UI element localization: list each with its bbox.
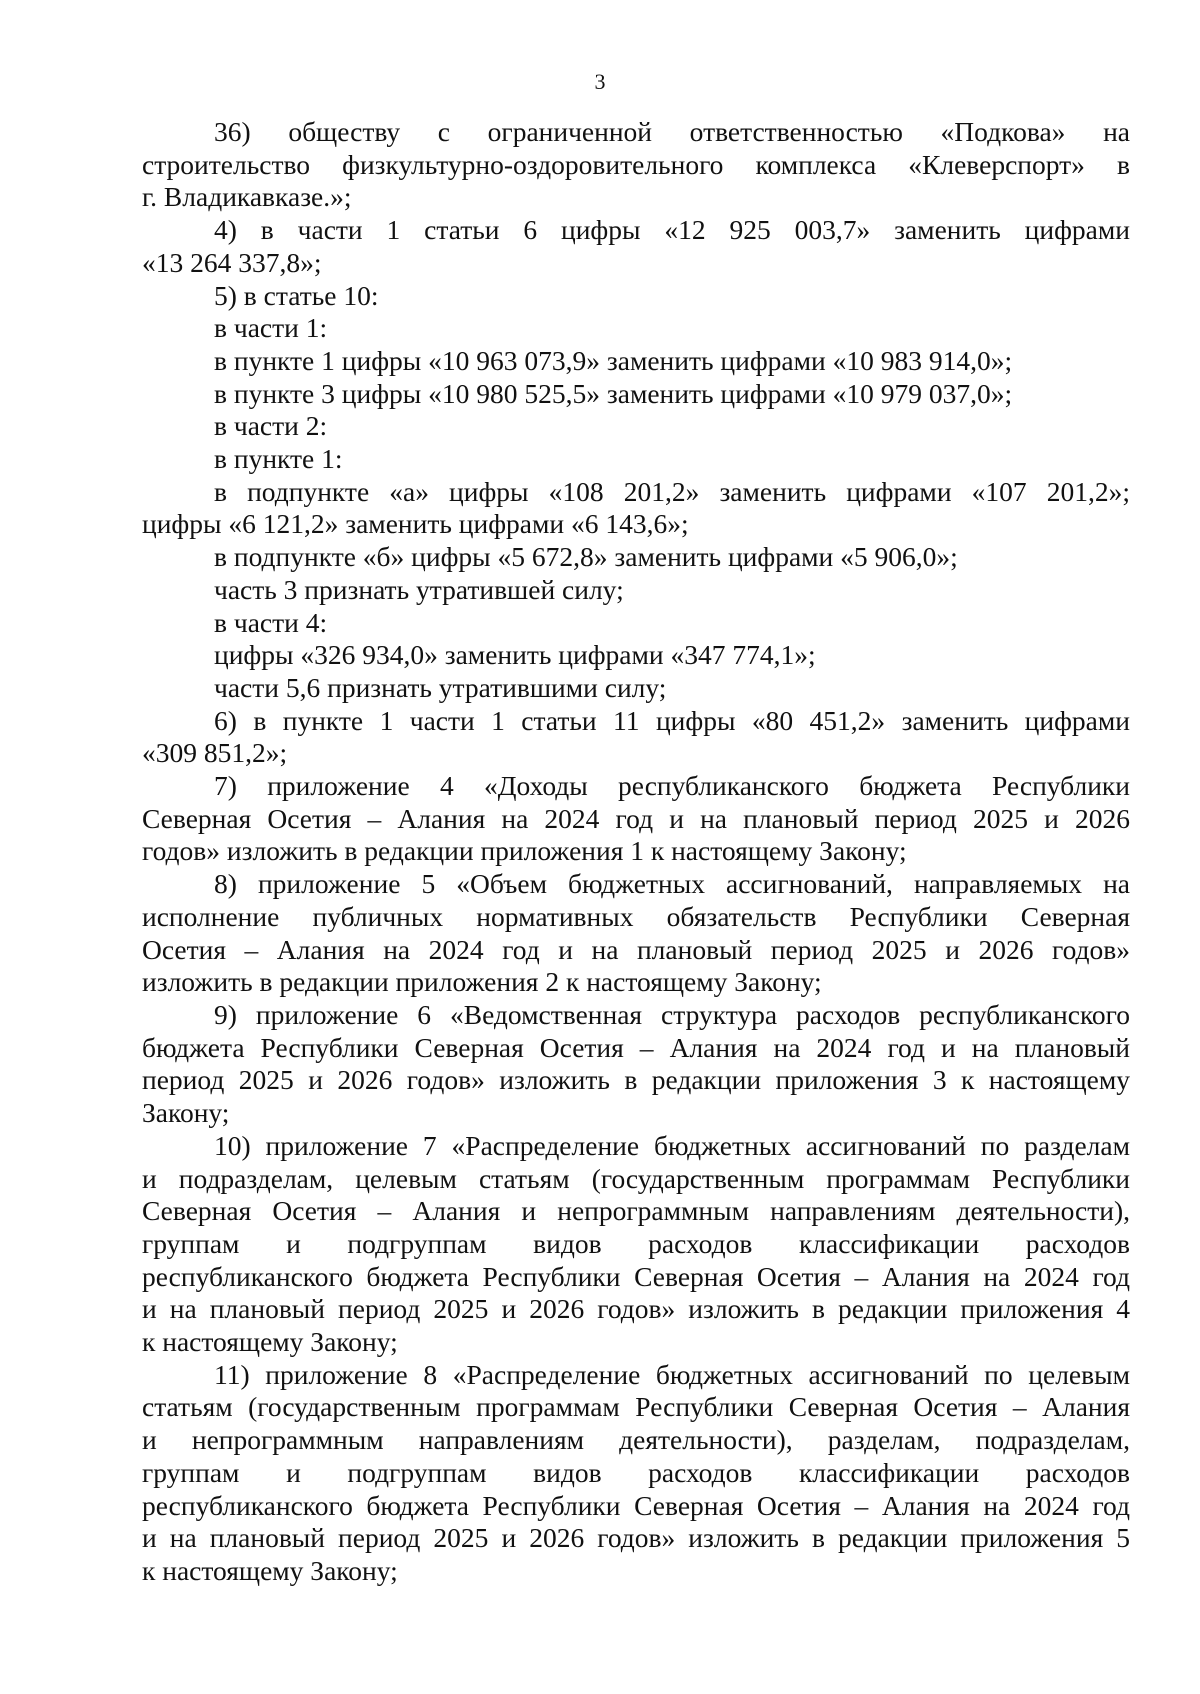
text-line: Северная Осетия – Алания и непрограммным направлениям деятельности),	[142, 1195, 1130, 1227]
text-line: 7) приложение 4 «Доходы республиканского бюджета Республики	[214, 770, 1130, 802]
text-line: строительство физкультурно-оздоровительного комплекса «Клеверспорт» в	[142, 148, 1130, 180]
text-line: 4) в части 1 статьи 6 цифры «12 925 003,7» заменить цифрами	[214, 214, 1130, 246]
text-line: 11) приложение 8 «Распределение бюджетных ассигнований по целевым	[214, 1358, 1130, 1390]
paragraph-5	[142, 280, 1130, 313]
paragraph-7	[142, 770, 1130, 868]
paragraph-point-1	[142, 345, 1130, 378]
text-line: период 2025 и 2026 годов» изложить в редакции приложения 3 к настоящему	[142, 1064, 1130, 1096]
text-line: цифры «326 934,0» заменить цифрами «347 774,1»;	[214, 639, 816, 671]
paragraph-part-4-figures	[142, 639, 1130, 672]
paragraph-part-2-point-1	[142, 443, 1130, 476]
text-line: г. Владикавказе.»;	[142, 181, 352, 213]
text-line: статьям (государственным программам Республики Северная Осетия – Алания	[142, 1391, 1130, 1423]
text-line: исполнение публичных нормативных обязательств Республики Северная	[142, 900, 1130, 932]
text-line: в пункте 1 цифры «10 963 073,9» заменить цифрами «10 983 914,0»;	[214, 344, 1013, 376]
text-line: 36) обществу с ограниченной ответственностью «Подкова» на	[214, 116, 1130, 147]
paragraph-8	[142, 868, 1130, 999]
paragraph-subpoint-b	[142, 541, 1130, 574]
paragraph-4	[142, 214, 1130, 279]
paragraph-parts-5-6	[142, 672, 1130, 705]
text-line: 6) в пункте 1 части 1 статьи 11 цифры «80 451,2» заменить цифрами	[214, 704, 1130, 736]
text-line: в пункте 3 цифры «10 980 525,5» заменить цифрами «10 979 037,0»;	[214, 377, 1013, 409]
text-line: в части 4:	[214, 606, 328, 638]
paragraph-6	[142, 705, 1130, 770]
text-line: к настоящему Закону;	[142, 1554, 398, 1586]
text-line: годов» изложить в редакции приложения 1 к настоящему Закону;	[142, 835, 907, 867]
paragraph-point-3	[142, 378, 1130, 411]
text-line: и на плановый период 2025 и 2026 годов» изложить в редакции приложения 5	[142, 1522, 1130, 1554]
paragraph-part-1	[142, 312, 1130, 345]
text-line: изложить в редакции приложения 2 к настоящему Закону;	[142, 966, 822, 998]
text-line: в части 1:	[214, 312, 328, 344]
text-line: бюджета Республики Северная Осетия – Алания на 2024 год и на плановый	[142, 1031, 1130, 1063]
paragraph-36	[142, 116, 1130, 214]
text-line: группам и подгруппам видов расходов классификации расходов	[142, 1227, 1130, 1259]
text-line: и на плановый период 2025 и 2026 годов» изложить в редакции приложения 4	[142, 1293, 1130, 1325]
paragraph-part-3	[142, 574, 1130, 607]
text-line: и подразделам, целевым статьям (государственным программам Республики	[142, 1162, 1130, 1194]
text-line: 9) приложение 6 «Ведомственная структура расходов республиканского	[214, 998, 1130, 1030]
text-line: части 5,6 признать утратившими силу;	[214, 671, 667, 703]
text-line: к настоящему Закону;	[142, 1326, 398, 1358]
paragraph-9	[142, 999, 1130, 1130]
paragraph-part-2	[142, 410, 1130, 443]
text-line: в пункте 1:	[214, 443, 343, 475]
text-line: республиканского бюджета Республики Северная Осетия – Алания на 2024 год	[142, 1260, 1130, 1292]
text-line: 5) в статье 10:	[214, 279, 379, 311]
text-line: «309 851,2»;	[142, 737, 288, 769]
paragraph-subpoint-a	[142, 476, 1130, 541]
text-line: 8) приложение 5 «Объем бюджетных ассигнований, направляемых на	[214, 868, 1130, 900]
text-line: в части 2:	[214, 410, 328, 442]
text-line: «13 264 337,8»;	[142, 246, 322, 278]
text-line: Закону;	[142, 1097, 230, 1129]
text-line: республиканского бюджета Республики Северная Осетия – Алания на 2024 год	[142, 1489, 1130, 1521]
paragraph-part-4	[142, 607, 1130, 640]
text-line: Осетия – Алания на 2024 год и на плановый период 2025 и 2026 годов»	[142, 933, 1130, 965]
text-line: в подпункте «а» цифры «108 201,2» заменить цифрами «107 201,2»;	[214, 475, 1130, 507]
text-line: в подпункте «б» цифры «5 672,8» заменить цифрами «5 906,0»;	[214, 541, 958, 573]
document-body	[142, 116, 1130, 1588]
text-line: цифры «6 121,2» заменить цифрами «6 143,6»;	[142, 508, 689, 540]
page-number: 3	[594, 69, 606, 94]
text-line: 10) приложение 7 «Распределение бюджетных ассигнований по разделам	[214, 1129, 1130, 1161]
text-line: Северная Осетия – Алания на 2024 год и на плановый период 2025 и 2026	[142, 802, 1130, 834]
paragraph-11	[142, 1359, 1130, 1588]
text-line: группам и подгруппам видов расходов классификации расходов	[142, 1456, 1130, 1488]
text-line: часть 3 признать утратившей силу;	[214, 573, 624, 605]
paragraph-10	[142, 1130, 1130, 1359]
text-line: и непрограммным направлениям деятельности), разделам, подразделам,	[142, 1424, 1130, 1456]
